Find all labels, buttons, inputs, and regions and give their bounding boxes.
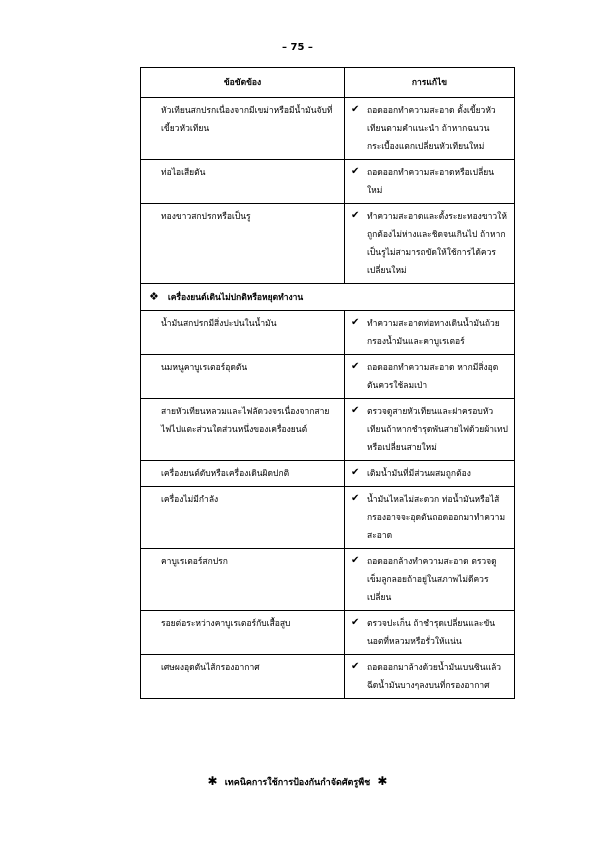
solution-text: ตรวจปะเก็น ถ้าชำรุดเปลี่ยนและขันนอตที่หลวมหรือรั่วให้แน่น xyxy=(367,619,496,647)
section-label: เครื่องยนต์เดินไม่ปกติหรือหยุดทำงาน xyxy=(167,293,304,303)
solution-text: ตรวจดูสายหัวเทียนและฝาครอบหัวเทียนถ้าหากชำรุดพันสายไฟด้วยผ้าเทปหรือเปลี่ยนสายใหม่ xyxy=(367,407,508,453)
table-row xyxy=(141,160,515,204)
check-icon: ✔ xyxy=(351,555,360,566)
table-row xyxy=(141,311,515,355)
problem-cell: นมหนูคาบูเรเตอร์อุดตัน xyxy=(141,355,345,399)
problem-cell: เครื่องไม่มีกำลัง xyxy=(141,487,345,549)
check-icon: ✔ xyxy=(351,617,360,628)
solution-text: ทำความสะอาดท่อทางเดินน้ำมันถ้วยกรองน้ำมันและคาบูเรเตอร์ xyxy=(367,319,500,347)
problem-cell: น้ำมันสกปรกมีสิ่งปะปนในน้ำมัน xyxy=(141,311,345,355)
problem-cell: หัวเทียนสกปรกเนื่องจากมีเขม่าหรือมีน้ำมันจับที่เขี้ยวหัวเทียน xyxy=(141,98,345,160)
check-icon: ✔ xyxy=(351,467,360,478)
star-icon: ✱ xyxy=(377,774,388,788)
table-row xyxy=(141,399,515,461)
problem-cell: รอยต่อระหว่างคาบูเรเตอร์กับเสื้อสูบ xyxy=(141,611,345,655)
solution-cell xyxy=(345,655,515,699)
solution-cell xyxy=(345,461,515,487)
check-icon: ✔ xyxy=(351,210,360,221)
check-icon: ✔ xyxy=(351,661,360,672)
solution-cell xyxy=(345,487,515,549)
table-row xyxy=(141,611,515,655)
problem-cell: ท่อไอเสียตัน xyxy=(141,160,345,204)
footer xyxy=(0,774,595,789)
solution-text: ถอดออกทำความสะอาด หากมีสิ่งอุดตันควรใช้ลมเป่า xyxy=(367,363,499,391)
solution-text: ถอดออกทำความสะอาดหรือเปลี่ยนใหม่ xyxy=(367,168,495,196)
table-row xyxy=(141,655,515,699)
check-icon: ✔ xyxy=(351,104,360,115)
section-row xyxy=(141,284,515,311)
table-row xyxy=(141,461,515,487)
check-icon: ✔ xyxy=(351,361,360,372)
problem-cell: ทองขาวสกปรกหรือเป็นรู xyxy=(141,204,345,284)
solution-text: ถอดออกล้างทำความสะอาด ตรวจดูเข็มลูกลอยถ้าอยู่ในสภาพไม่ดีควรเปลี่ยน xyxy=(367,557,497,603)
solution-text: ทำความสะอาดและตั้งระยะทองขาวให้ถูกต้องไม่ห่างและชิดจนเกินไป ถ้าหากเป็นรูไม่สามารถขัดให้ใช้การได้ควรเปลี่ยนใหม่ xyxy=(367,212,507,276)
solution-cell xyxy=(345,98,515,160)
solution-text: ถอดออกทำความสะอาด ตั้งเขี้ยวหัวเทียนตามคำแนะนำ ถ้าหากฉนวนกระเบื้องแตกเปลี่ยนหัวเทียนใหม่ xyxy=(367,106,496,152)
solution-cell xyxy=(345,160,515,204)
check-icon: ✔ xyxy=(351,493,360,504)
diamond-bullet-icon: ❖ xyxy=(149,290,159,303)
table-row xyxy=(141,204,515,284)
solution-text: ถอดออกมาล้างด้วยน้ำมันเบนซินแล้วฉีดน้ำมันบางๆลงบนที่กรองอากาศ xyxy=(367,663,502,691)
solution-cell xyxy=(345,399,515,461)
solution-cell xyxy=(345,549,515,611)
table-row xyxy=(141,487,515,549)
check-icon: ✔ xyxy=(351,317,360,328)
page-number: – 75 – xyxy=(282,42,313,53)
check-icon: ✔ xyxy=(351,166,360,177)
solution-text: น้ำมันไหลไม่สะดวก ท่อน้ำมันหรือไส้กรองอาจจะอุดตันถอดออกมาทำความสะอาด xyxy=(367,495,506,541)
section-cell xyxy=(141,284,515,311)
table-row xyxy=(141,98,515,160)
solution-text: เติมน้ำมันที่มีส่วนผสมถูกต้อง xyxy=(367,469,471,479)
problem-cell: สายหัวเทียนหลวมและไฟลัดวงจรเนื่องจากสายไฟไปแตะส่วนใดส่วนหนึ่งของเครื่องยนต์ xyxy=(141,399,345,461)
check-icon: ✔ xyxy=(351,405,360,416)
table-row xyxy=(141,549,515,611)
problem-cell: เครื่องยนต์ดับหรือเครื่องเดินผิดปกติ xyxy=(141,461,345,487)
solution-cell xyxy=(345,355,515,399)
solution-cell xyxy=(345,204,515,284)
troubleshooting-table xyxy=(140,67,515,699)
table-header-row xyxy=(141,68,515,98)
footer-text: เทคนิคการใช้การป้องกันกำจัดศัตรูพืช xyxy=(224,778,371,788)
table-row xyxy=(141,355,515,399)
problem-cell: คาบูเรเตอร์สกปรก xyxy=(141,549,345,611)
star-icon: ✱ xyxy=(207,774,218,788)
problem-cell: เศษผงอุดตันไส้กรองอากาศ xyxy=(141,655,345,699)
solution-cell xyxy=(345,311,515,355)
header-solution: การแก้ไข xyxy=(345,68,515,98)
solution-cell xyxy=(345,611,515,655)
header-problem: ข้อขัดข้อง xyxy=(141,68,345,98)
